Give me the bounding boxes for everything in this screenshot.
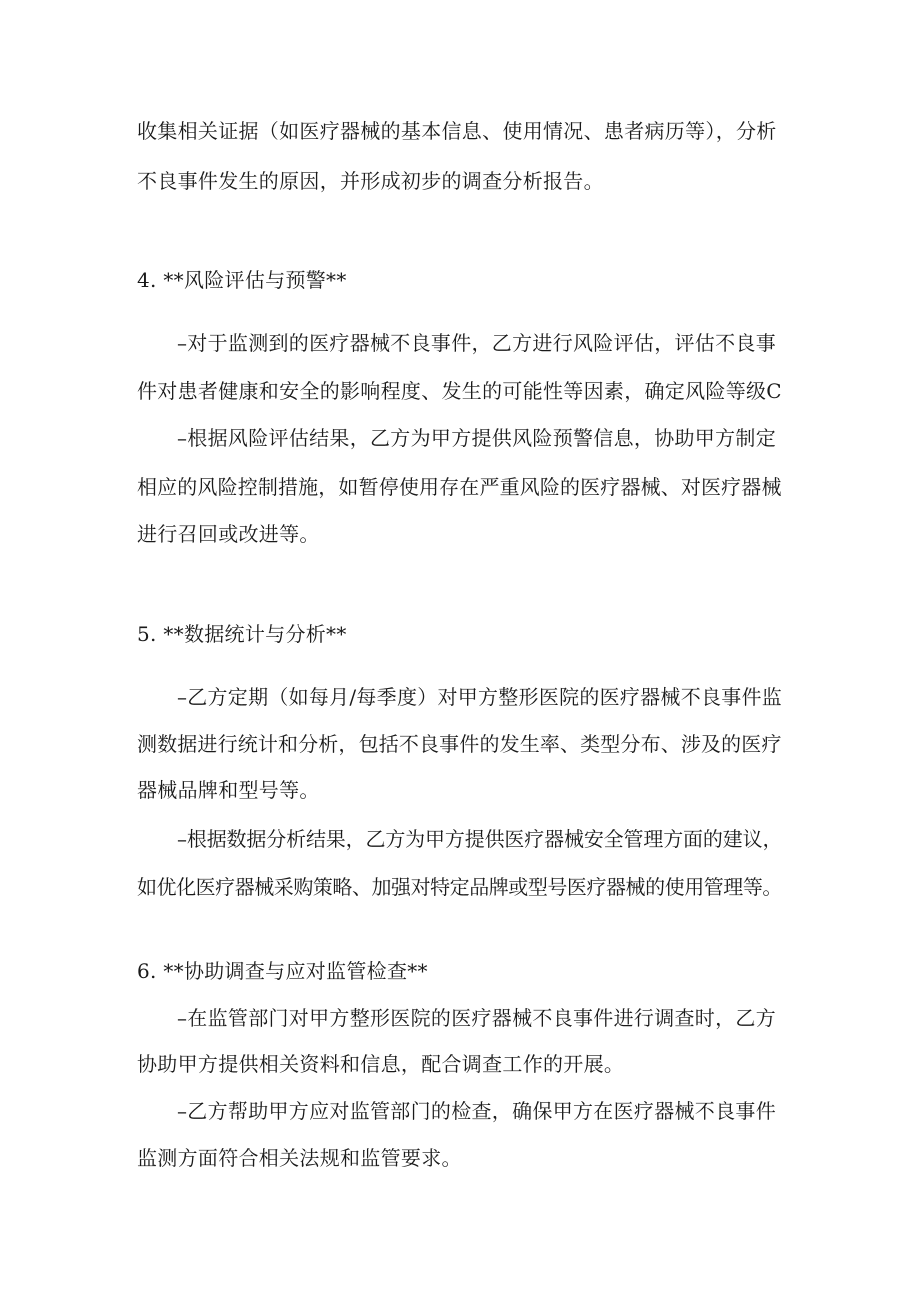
paragraph-line: –根据数据分析结果，乙方为甲方提供医疗器械安全管理方面的建议， (177, 827, 783, 851)
paragraph-line: 器械品牌和型号等。 (137, 778, 320, 802)
section-heading-4: 4. **风险评估与预警** (137, 268, 347, 292)
paragraph-line: –乙方帮助甲方应对监管部门的检查，确保甲方在医疗器械不良事件 (177, 1099, 776, 1123)
paragraph-line: 协助甲方提供相关资料和信息，配合调查工作的开展。 (137, 1052, 625, 1076)
paragraph-line: –在监管部门对甲方整形医院的医疗器械不良事件进行调查时，乙方 (177, 1006, 776, 1030)
paragraph-line: 件对患者健康和安全的影响程度、发生的可能性等因素，确定风险等级C (137, 379, 782, 403)
paragraph-line: 进行召回或改进等。 (137, 522, 320, 546)
section-heading-5: 5. **数据统计与分析** (137, 622, 347, 646)
intro-line: 收集相关证据（如医疗器械的基本信息、使用情况、患者病历等），分析 (137, 119, 777, 143)
paragraph-line: 相应的风险控制措施，如暂停使用存在严重风险的医疗器械、对医疗器械 (137, 475, 782, 499)
intro-line: 不良事件发生的原因，并形成初步的调查分析报告。 (137, 169, 604, 193)
paragraph-line: 如优化医疗器械采购策略、加强对特定品牌或型号医疗器械的使用管理等。 (137, 875, 782, 899)
paragraph-line: –对于监测到的医疗器械不良事件，乙方进行风险评估，评估不良事 (177, 331, 776, 355)
paragraph-line: 测数据进行统计和分析，包括不良事件的发生率、类型分布、涉及的医疗 (137, 732, 782, 756)
section-heading-6: 6. **协助调查与应对监管检查** (137, 959, 428, 983)
paragraph-line: 监测方面符合相关法规和监管要求。 (137, 1146, 462, 1170)
paragraph-line: –根据风险评估结果，乙方为甲方提供风险预警信息，协助甲方制定 (177, 426, 776, 450)
paragraph-line: –乙方定期（如每月/每季度）对甲方整形医院的医疗器械不良事件监 (177, 685, 783, 709)
